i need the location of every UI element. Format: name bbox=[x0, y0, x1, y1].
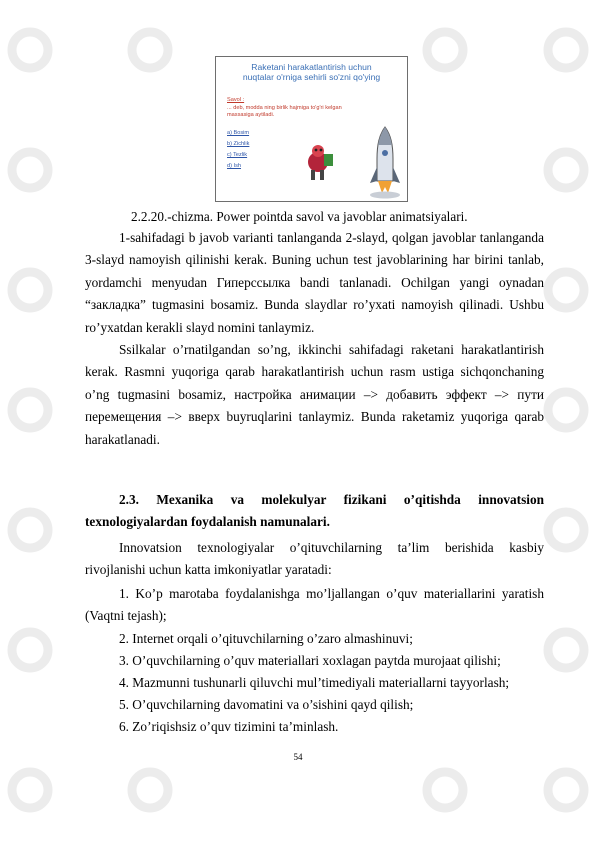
answer-option-a[interactable]: a) Bosim bbox=[227, 130, 250, 136]
list-item: 2. Internet orqali o’qituvchilarning o’zaro almashinuvi; bbox=[119, 631, 413, 646]
paragraph-1: 1-sahifadagi b javob varianti tanlanganda 2-slayd, qolgan javoblar tanlanganda 3-slayd namoyish qilinishi kerak. Buning uchun test javoblarining har birini tanlab, yordamchi menyudan Гиперссылка bandi tanlanadi. Ochilgan yangi oynadan “закладка” tugmasini bosamiz. Bunda slaydlar ro’yxati namoyish qilinadi. Ushbu ro’yxatdan kerakli slayd nomini tanlaymiz. bbox=[85, 230, 544, 335]
question-text-line1: ... deb, modda ning birlik hajmiga to'g'ri kelgan bbox=[227, 105, 342, 111]
section-heading: 2.3. Mexanika va molekulyar fizikani o’qitishda innovatsion texnologiyalardan foydalanish namunalari. bbox=[85, 492, 544, 530]
page-number: 54 bbox=[293, 752, 303, 762]
slide-figure bbox=[215, 56, 408, 202]
question-text-line2: massasiga aytiladi. bbox=[227, 112, 275, 118]
rocket-icon bbox=[368, 125, 402, 199]
answer-option-d[interactable]: d) Ish bbox=[227, 163, 241, 169]
figure-caption: 2.2.20.-chizma. Power pointda savol va javoblar animatsiyalari. bbox=[131, 209, 468, 224]
answer-option-c[interactable]: c) Tezlik bbox=[227, 152, 248, 158]
paragraph-2: Ssilkalar o’rnatilgandan so’ng, ikkinchi sahifadagi raketani harakatlantirish kerak. Rasmni yuqoriga qarab harakatlantirish uchun rasm ustiga sichqonchaning o’ng tugmasini bosamiz, настройка анимации –> добавить эффект –> пути перемещения –> вверх buyruqlarini tanlaymiz. Bunda raketamiz yuqoriga qarab harakatlanadi. bbox=[85, 342, 544, 447]
list-item: 5. O’quvchilarning davomatini va o’sishini qayd qilish; bbox=[119, 697, 414, 712]
list-item: 6. Zo’riqishsiz o’quv tizimini ta’minlash. bbox=[119, 719, 339, 734]
answer-option-b[interactable]: b) Zichlik bbox=[227, 141, 250, 147]
slide-title-line1: Raketani harakatlantirish uchun bbox=[251, 62, 372, 72]
slide-title-line2: nuqtalar o'rniga sehirli so'zni qo'ying bbox=[242, 72, 381, 82]
list-item: 1. Ko’p marotaba foydalanishga mo’ljallangan o’quv materiallarini yaratish (Vaqtni tejash); bbox=[85, 586, 544, 624]
list-item: 3. O’quvchilarning o’quv materiallari xoxlagan paytda murojaat qilishi; bbox=[119, 653, 501, 668]
list-item: 4. Mazmunni tushunarli qiluvchi mul’timediyali materiallarni tayyorlash; bbox=[119, 675, 510, 690]
character-illustration bbox=[302, 142, 336, 184]
question-label: Savol : bbox=[227, 97, 245, 103]
paragraph-3: Innovatsion texnologiyalar o’qituvchilarning ta’lim berishida kasbiy rivojlanishi uchun katta imkoniyatlar yaratadi: bbox=[85, 540, 544, 578]
